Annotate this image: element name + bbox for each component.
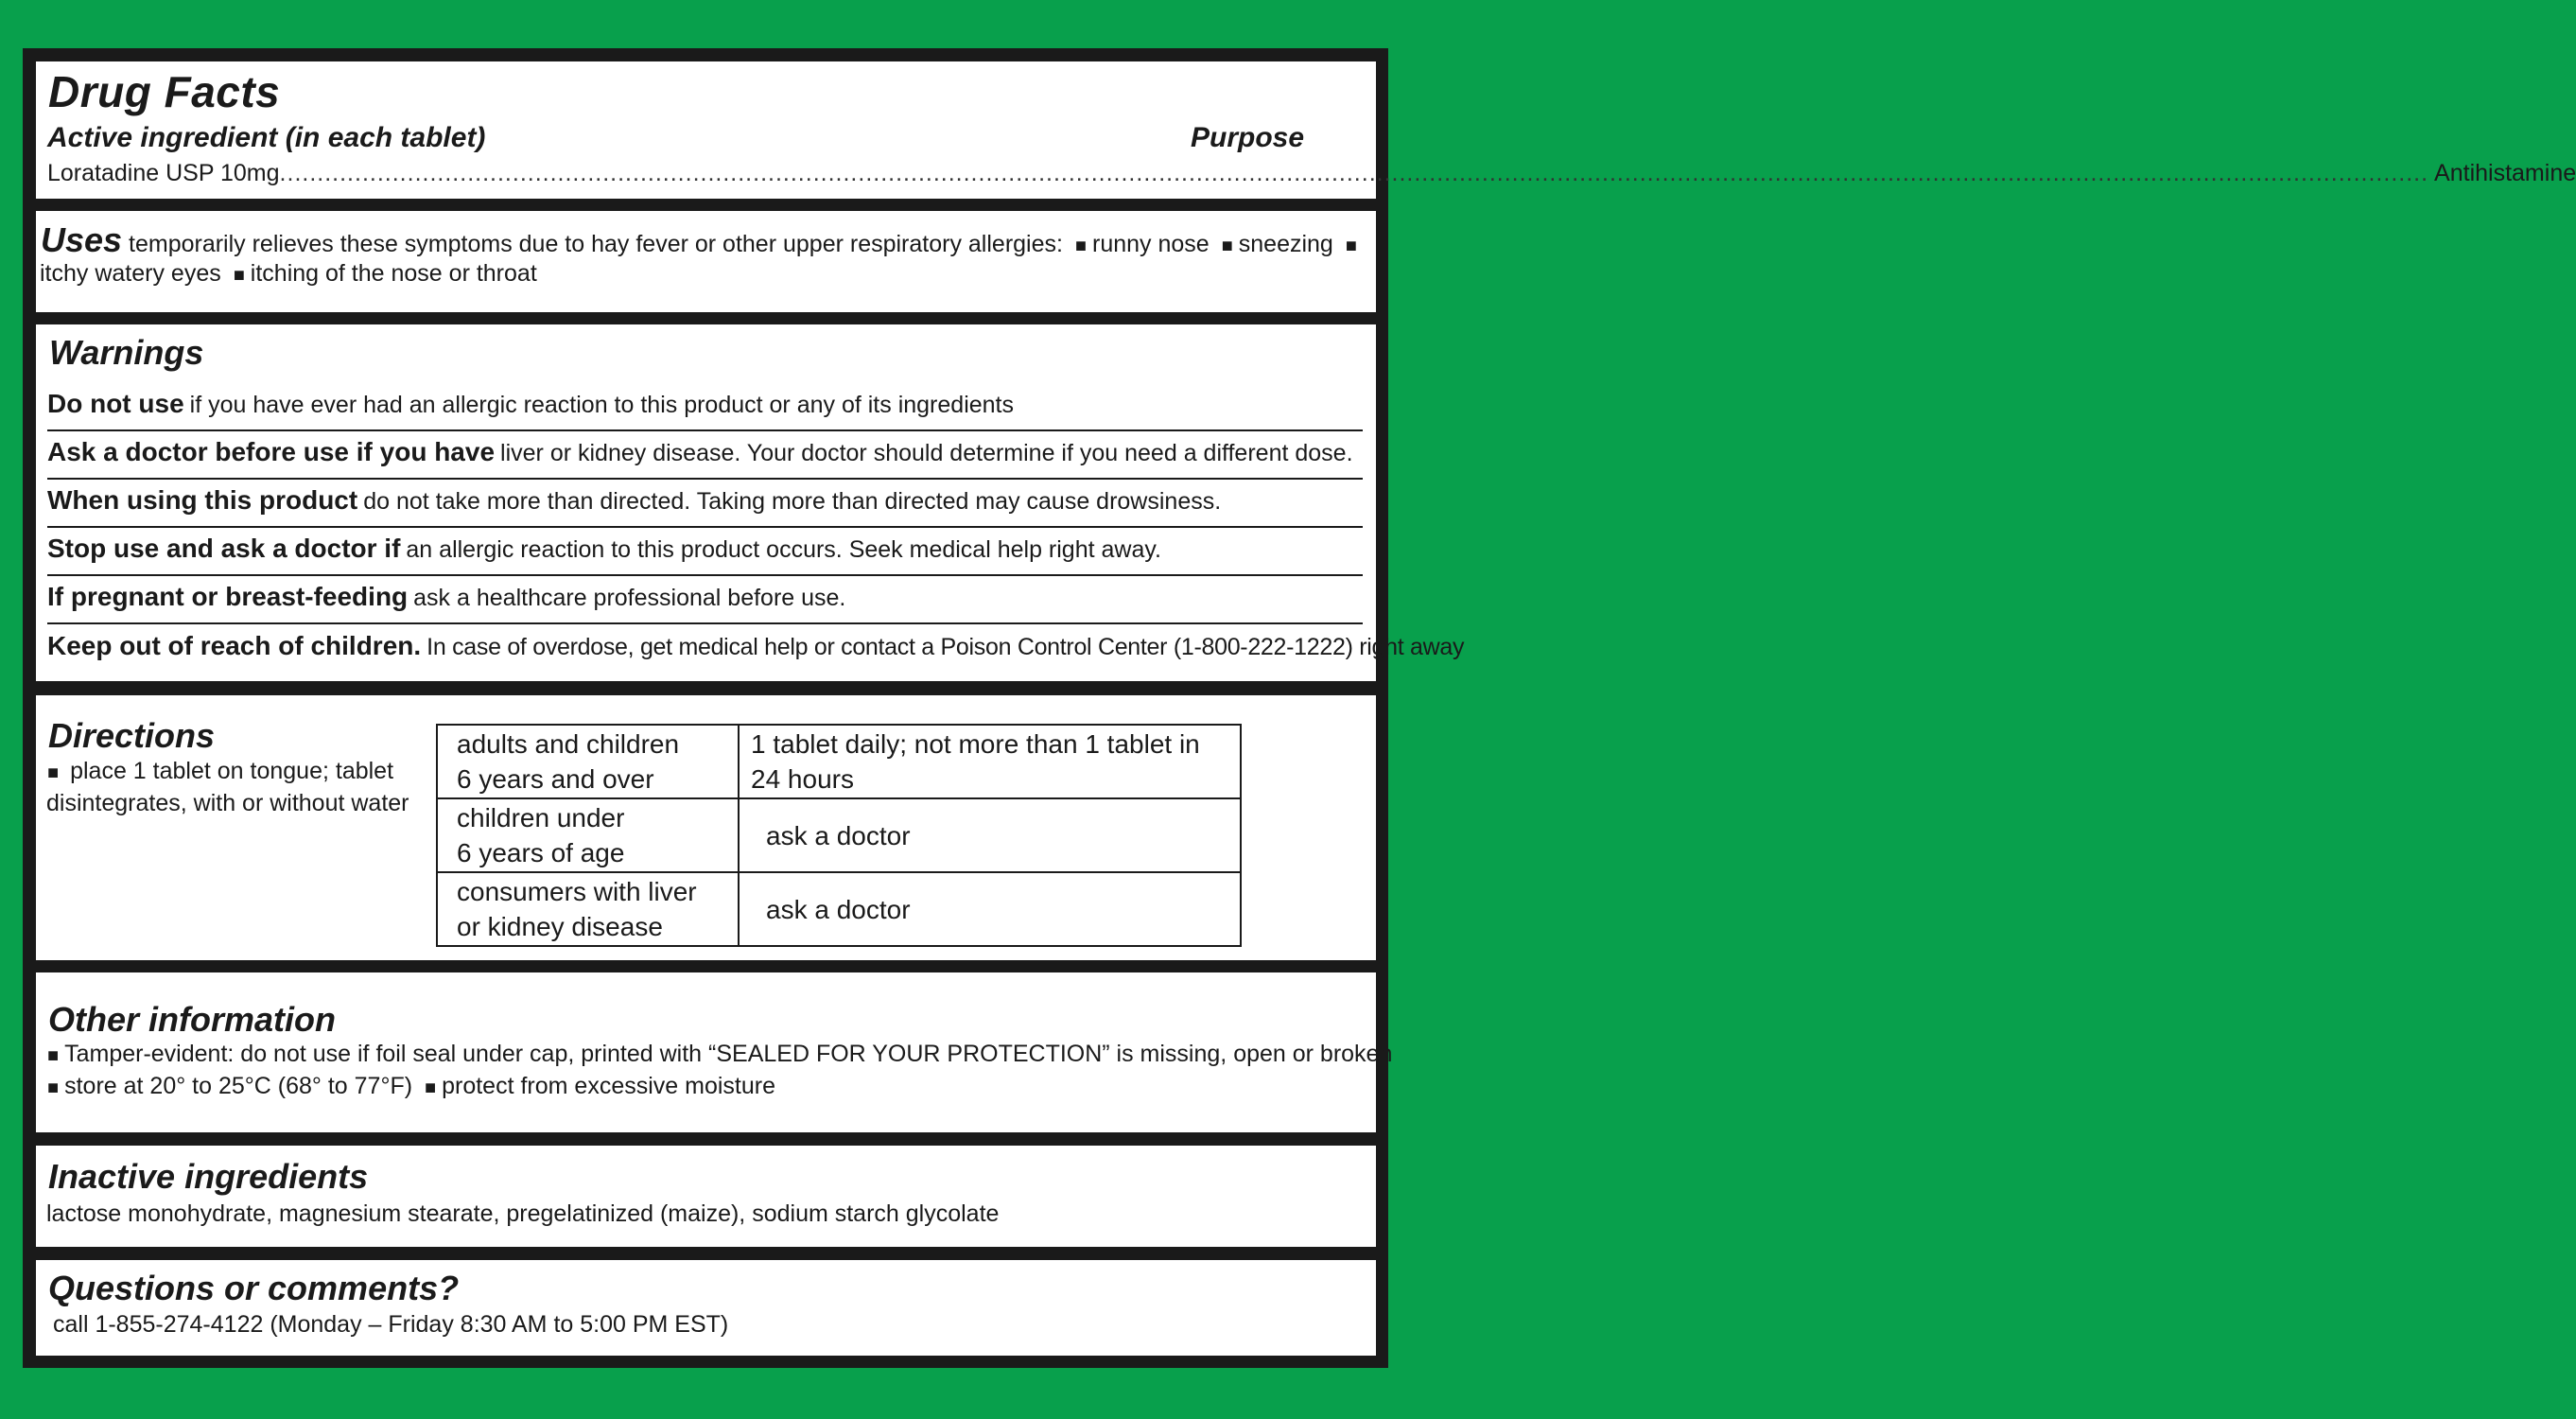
warning-label: Ask a doctor before use if you have	[47, 437, 496, 466]
bullet-icon: ■	[1074, 236, 1088, 256]
uses-heading: Uses	[41, 220, 123, 259]
inactive-ingredients-heading: Inactive ingredients	[48, 1157, 369, 1196]
active-ingredient-heading: Active ingredient (in each tablet)	[47, 122, 486, 153]
inactive-ingredients-panel	[36, 1146, 1376, 1247]
directions-table	[436, 724, 1242, 947]
directions-note-line-2: disintegrates, with or without water	[46, 790, 409, 816]
warning-text: In case of overdose, get medical help or contact a Poison Control Center (1-800-222-1222) right away	[426, 634, 1465, 660]
other-information-heading: Other information	[48, 1000, 336, 1039]
uses-item: itchy watery eyes	[40, 260, 221, 287]
warning-row	[47, 482, 1363, 528]
table-cell-dose: ask a doctor	[739, 872, 1241, 946]
warning-text: if you have ever had an allergic reaction to this product or any of its ingredients	[189, 392, 1014, 418]
uses-line-1	[41, 220, 1363, 260]
bullet-icon: ■	[47, 1077, 60, 1098]
uses-item: itching of the nose or throat	[250, 260, 537, 287]
other-info-line-2: ■ store at 20° to 25°C (68° to 77°F) ■ protect from excessive moisture	[47, 1073, 775, 1099]
purpose-heading: Purpose	[1191, 122, 1305, 153]
table-cell-who: consumers with liver or kidney disease	[437, 872, 739, 946]
warning-text: an allergic reaction to this product occurs. Seek medical help right away.	[406, 536, 1161, 563]
dot-leader: ..............................................................................................................................................................................................................................................................................................	[279, 160, 2429, 186]
bullet-icon: ■	[1345, 236, 1357, 256]
warning-row	[47, 433, 1363, 480]
other-info-line-1: ■ Tamper-evident: do not use if foil seal under cap, printed with “SEALED FOR YOUR PROTECTION” is missing, open or broken	[47, 1041, 1393, 1067]
table-cell-dose: 1 tablet daily; not more than 1 tablet in 24 hours	[739, 725, 1241, 798]
drug-facts-title: Drug Facts	[48, 67, 281, 116]
ingredient-purpose: Antihistamine	[2434, 160, 2576, 186]
warning-label: When using this product	[47, 485, 358, 515]
table-row	[437, 798, 1241, 872]
warning-row	[47, 627, 1465, 674]
bullet-icon: ■	[47, 762, 60, 783]
bullet-icon: ■	[47, 1045, 60, 1066]
warning-row	[47, 385, 1363, 431]
warning-label: If pregnant or breast-feeding	[47, 582, 409, 611]
questions-panel	[36, 1260, 1376, 1356]
drug-facts-panel	[36, 61, 2576, 199]
uses-panel	[36, 211, 1376, 312]
bullet-icon: ■	[1221, 236, 1233, 256]
warnings-heading: Warnings	[49, 333, 204, 372]
inactive-ingredients-text: lactose monohydrate, magnesium stearate, pregelatinized (maize), sodium starch glycolate	[46, 1200, 1000, 1227]
uses-item: runny nose	[1092, 231, 1210, 257]
warning-label: Keep out of reach of children.	[47, 631, 422, 660]
bullet-icon: ■	[425, 1077, 437, 1098]
questions-text: call 1-855-274-4122 (Monday – Friday 8:30 AM to 5:00 PM EST)	[53, 1311, 729, 1338]
warning-row	[47, 578, 1363, 624]
directions-heading: Directions	[48, 716, 216, 755]
warning-row	[47, 530, 1363, 576]
warning-text: liver or kidney disease. Your doctor should determine if you need a different dose.	[500, 440, 1353, 466]
table-cell-who: children under 6 years of age	[437, 798, 739, 872]
active-ingredient-row	[47, 160, 2576, 187]
table-row	[437, 725, 1241, 798]
directions-note-line-1: ■ place 1 tablet on tongue; tablet	[47, 758, 394, 784]
warning-text: ask a healthcare professional before use.	[413, 585, 846, 611]
directions-panel	[36, 695, 1376, 960]
uses-item: sneezing	[1238, 231, 1333, 257]
table-cell-dose: ask a doctor	[739, 798, 1241, 872]
uses-line-2	[40, 260, 537, 288]
table-row	[437, 872, 1241, 946]
warning-text: do not take more than directed. Taking more than directed may cause drowsiness.	[363, 488, 1222, 515]
warning-label: Stop use and ask a doctor if	[47, 534, 401, 563]
ingredient-name: Loratadine USP 10mg	[47, 160, 280, 186]
other-information-panel	[36, 972, 1393, 1132]
bullet-icon: ■	[233, 265, 245, 286]
table-cell-who: adults and children 6 years and over	[437, 725, 739, 798]
warnings-panel	[36, 324, 1465, 681]
warning-label: Do not use	[47, 389, 184, 418]
questions-heading: Questions or comments?	[48, 1269, 460, 1307]
uses-intro: temporarily relieves these symptoms due to hay fever or other upper respiratory allergies:	[129, 231, 1063, 257]
